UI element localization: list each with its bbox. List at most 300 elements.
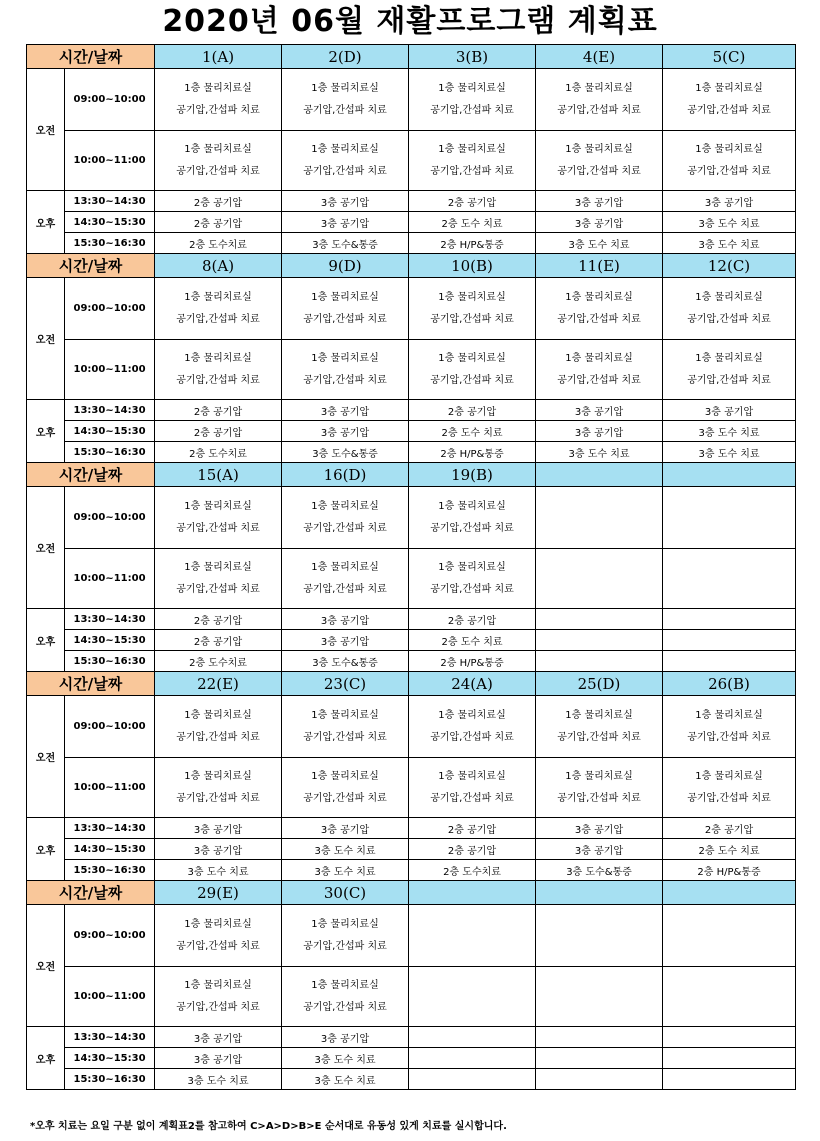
cell-line: 1층 물리치료실 [565,709,633,721]
cell-line: 1층 물리치료실 [695,291,763,303]
schedule-cell [155,549,282,609]
cell-line: 공기압,간섭파 치료 [430,792,514,804]
cell-line: 1층 물리치료실 [311,979,379,991]
time-slot: 14:30~15:30 [65,1048,155,1069]
cell-line: 1층 물리치료실 [184,291,252,303]
schedule-cell [536,549,663,609]
schedule-cell: 3층 도수 치료 [282,860,409,881]
cell-line: 1층 물리치료실 [565,352,633,364]
day-header: 11(E) [536,254,663,278]
schedule-cell [282,758,409,818]
schedule-cell [155,905,282,967]
schedule-cell: 2층 공기압 [155,400,282,421]
schedule-cell [155,278,282,340]
schedule-cell [155,967,282,1027]
day-header: 4(E) [536,45,663,69]
time-slot: 10:00~11:00 [65,340,155,400]
day-header [536,463,663,487]
schedule-cell: 2층 공기압 [155,421,282,442]
cell-line: 공기압,간섭파 치료 [687,313,771,325]
cell-line: 공기압,간섭파 치료 [176,522,260,534]
time-slot: 09:00~10:00 [65,696,155,758]
schedule-cell: 3층 도수 치료 [536,233,663,254]
cell-line: 1층 물리치료실 [565,143,633,155]
pm-row [27,1069,796,1090]
schedule-cell [536,278,663,340]
time-slot: 10:00~11:00 [65,967,155,1027]
schedule-cell: 2층 공기압 [409,839,536,860]
cell-line: 공기압,간섭파 치료 [176,104,260,116]
cell-line: 1층 물리치료실 [184,979,252,991]
schedule-cell [409,905,536,967]
time-slot: 15:30~16:30 [65,233,155,254]
time-slot: 15:30~16:30 [65,860,155,881]
schedule-cell [282,69,409,131]
schedule-cell [663,1069,796,1090]
time-slot: 09:00~10:00 [65,905,155,967]
schedule-cell: 2층 공기압 [155,609,282,630]
day-header [536,881,663,905]
schedule-cell: 2층 H/P&통증 [663,860,796,881]
period-am: 오전 [27,69,65,191]
cell-line: 공기압,간섭파 치료 [303,792,387,804]
cell-line: 1층 물리치료실 [311,709,379,721]
time-slot: 09:00~10:00 [65,278,155,340]
schedule-cell [663,967,796,1027]
schedule-cell [663,549,796,609]
cell-line: 공기압,간섭파 치료 [303,522,387,534]
cell-line: 1층 물리치료실 [695,352,763,364]
schedule-cell: 3층 공기압 [536,839,663,860]
cell-line: 공기압,간섭파 치료 [430,165,514,177]
time-slot: 09:00~10:00 [65,69,155,131]
schedule-cell [282,549,409,609]
time-slot: 13:30~14:30 [65,1027,155,1048]
time-slot: 13:30~14:30 [65,191,155,212]
cell-line: 1층 물리치료실 [184,82,252,94]
period-pm: 오후 [27,609,65,672]
schedule-cell [409,69,536,131]
cell-line: 공기압,간섭파 치료 [176,583,260,595]
cell-line: 1층 물리치료실 [184,709,252,721]
pm-row [27,400,796,421]
schedule-cell: 3층 공기압 [155,1048,282,1069]
schedule-cell [409,1069,536,1090]
schedule-cell: 3층 공기압 [536,191,663,212]
day-header: 25(D) [536,672,663,696]
schedule-cell: 3층 공기압 [536,818,663,839]
page-title: 2020년 06월 재활프로그램 계획표 [162,4,658,39]
cell-line: 1층 물리치료실 [311,561,379,573]
cell-line: 1층 물리치료실 [438,770,506,782]
schedule-cell: 2층 도수 치료 [409,421,536,442]
schedule-cell [536,1048,663,1069]
schedule-cell [536,69,663,131]
cell-line: 1층 물리치료실 [184,352,252,364]
cell-line: 1층 물리치료실 [438,291,506,303]
day-header: 1(A) [155,45,282,69]
schedule-cell [536,340,663,400]
cell-line: 공기압,간섭파 치료 [176,313,260,325]
pm-row [27,191,796,212]
schedule-cell: 3층 공기압 [282,818,409,839]
pm-row [27,609,796,630]
period-am: 오전 [27,696,65,818]
period-am: 오전 [27,905,65,1027]
cell-line: 공기압,간섭파 치료 [430,104,514,116]
schedule-cell: 3층 공기압 [536,421,663,442]
schedule-cell [282,340,409,400]
cell-line: 1층 물리치료실 [311,291,379,303]
schedule-cell: 3층 공기압 [536,400,663,421]
cell-line: 1층 물리치료실 [695,770,763,782]
day-header: 10(B) [409,254,536,278]
day-header: 22(E) [155,672,282,696]
schedule-cell [663,1048,796,1069]
am-row [27,696,796,758]
cell-line: 공기압,간섭파 치료 [303,1001,387,1013]
time-slot: 14:30~15:30 [65,839,155,860]
week-header-row [27,45,796,69]
footnote: *오후 치료는 요일 구분 없이 계획표2를 참고하여 C>A>D>B>E 순서대로 유동성 있게 치료를 실시합니다. [30,1121,507,1132]
schedule-cell [663,758,796,818]
cell-line: 공기압,간섭파 치료 [557,104,641,116]
day-header: 9(D) [282,254,409,278]
schedule-cell: 3층 도수 치료 [663,442,796,463]
cell-line: 1층 물리치료실 [184,918,252,930]
schedule-cell [409,278,536,340]
schedule-cell [155,696,282,758]
schedule-cell: 3층 도수 치료 [282,1069,409,1090]
schedule-cell: 2층 도수 치료 [409,212,536,233]
period-am: 오전 [27,278,65,400]
day-header: 29(E) [155,881,282,905]
cell-line: 공기압,간섭파 치료 [303,731,387,743]
schedule-cell [409,1027,536,1048]
cell-line: 1층 물리치료실 [438,561,506,573]
schedule-cell: 3층 도수 치료 [155,860,282,881]
schedule-cell [155,487,282,549]
cell-line: 1층 물리치료실 [184,143,252,155]
cell-line: 공기압,간섭파 치료 [430,522,514,534]
schedule-cell [409,696,536,758]
day-header [409,881,536,905]
cell-line: 1층 물리치료실 [184,500,252,512]
cell-line: 1층 물리치료실 [438,500,506,512]
schedule-cell [663,487,796,549]
period-pm: 오후 [27,818,65,881]
pm-row [27,651,796,672]
schedule-cell [663,340,796,400]
schedule-cell: 2층 공기압 [155,630,282,651]
schedule-cell [536,609,663,630]
day-header: 30(C) [282,881,409,905]
day-header: 26(B) [663,672,796,696]
cell-line: 공기압,간섭파 치료 [557,313,641,325]
period-pm: 오후 [27,1027,65,1090]
schedule-cell [663,278,796,340]
pm-row [27,818,796,839]
week-header-row [27,254,796,278]
cell-line: 1층 물리치료실 [311,500,379,512]
day-header: 2(D) [282,45,409,69]
schedule-cell [155,69,282,131]
pm-row [27,421,796,442]
am-row [27,131,796,191]
schedule-cell [409,967,536,1027]
schedule-cell: 2층 공기압 [409,609,536,630]
pm-row [27,839,796,860]
schedule-cell [409,758,536,818]
schedule-cell [409,131,536,191]
day-header: 16(D) [282,463,409,487]
schedule-cell [282,696,409,758]
schedule-cell: 3층 도수 치료 [536,442,663,463]
schedule-table [26,44,796,1090]
schedule-cell: 3층 도수 치료 [663,233,796,254]
cell-line: 공기압,간섭파 치료 [176,374,260,386]
am-row [27,487,796,549]
cell-line: 1층 물리치료실 [311,770,379,782]
time-slot: 09:00~10:00 [65,487,155,549]
schedule-cell [282,131,409,191]
schedule-cell: 2층 공기압 [409,400,536,421]
pm-row [27,212,796,233]
header-label: 시간/날짜 [27,254,155,278]
day-header: 12(C) [663,254,796,278]
time-slot: 10:00~11:00 [65,758,155,818]
schedule-cell: 2층 도수 치료 [663,839,796,860]
cell-line: 1층 물리치료실 [184,770,252,782]
cell-line: 공기압,간섭파 치료 [557,731,641,743]
am-row [27,549,796,609]
cell-line: 공기압,간섭파 치료 [303,583,387,595]
schedule-cell [409,487,536,549]
day-header: 19(B) [409,463,536,487]
schedule-cell [663,696,796,758]
pm-row [27,442,796,463]
pm-row [27,860,796,881]
am-row [27,278,796,340]
cell-line: 1층 물리치료실 [184,561,252,573]
schedule-cell: 3층 도수&통증 [536,860,663,881]
schedule-cell: 2층 도수치료 [155,651,282,672]
cell-line: 공기압,간섭파 치료 [430,313,514,325]
schedule-cell: 2층 공기압 [155,212,282,233]
cell-line: 공기압,간섭파 치료 [176,940,260,952]
schedule-cell: 2층 도수 치료 [409,630,536,651]
am-row [27,967,796,1027]
cell-line: 1층 물리치료실 [565,82,633,94]
schedule-cell: 3층 공기압 [282,400,409,421]
schedule-cell: 3층 도수&통증 [282,442,409,463]
schedule-cell: 3층 도수 치료 [155,1069,282,1090]
cell-line: 1층 물리치료실 [438,709,506,721]
schedule-cell: 2층 도수치료 [409,860,536,881]
cell-line: 공기압,간섭파 치료 [430,731,514,743]
am-row [27,340,796,400]
time-slot: 13:30~14:30 [65,609,155,630]
schedule-cell: 2층 공기압 [155,191,282,212]
period-am: 오전 [27,487,65,609]
schedule-cell [663,609,796,630]
cell-line: 공기압,간섭파 치료 [557,374,641,386]
time-slot: 10:00~11:00 [65,549,155,609]
day-header: 8(A) [155,254,282,278]
cell-line: 공기압,간섭파 치료 [176,165,260,177]
schedule-cell: 3층 공기압 [282,421,409,442]
header-label: 시간/날짜 [27,881,155,905]
schedule-cell: 3층 공기압 [282,212,409,233]
cell-line: 공기압,간섭파 치료 [687,792,771,804]
day-header: 3(B) [409,45,536,69]
day-header [663,463,796,487]
schedule-cell [536,651,663,672]
cell-line: 1층 물리치료실 [565,770,633,782]
header-label: 시간/날짜 [27,672,155,696]
cell-line: 1층 물리치료실 [695,143,763,155]
schedule-cell [536,1069,663,1090]
schedule-cell [282,278,409,340]
cell-line: 1층 물리치료실 [438,82,506,94]
schedule-cell: 3층 공기압 [155,1027,282,1048]
week-header-row [27,881,796,905]
am-row [27,905,796,967]
schedule-cell: 2층 H/P&통증 [409,651,536,672]
header-label: 시간/날짜 [27,45,155,69]
schedule-cell [282,487,409,549]
week-header-row [27,463,796,487]
cell-line: 1층 물리치료실 [311,143,379,155]
schedule-cell [536,487,663,549]
period-pm: 오후 [27,400,65,463]
schedule-cell: 3층 공기압 [155,839,282,860]
schedule-cell [536,1027,663,1048]
pm-row [27,1048,796,1069]
schedule-cell: 2층 공기압 [409,191,536,212]
schedule-cell: 3층 도수&통증 [282,233,409,254]
pm-row [27,1027,796,1048]
schedule-cell [282,967,409,1027]
cell-line: 공기압,간섭파 치료 [303,165,387,177]
day-header [663,881,796,905]
schedule-cell [663,905,796,967]
time-slot: 15:30~16:30 [65,442,155,463]
schedule-cell [536,630,663,651]
schedule-cell [409,1048,536,1069]
schedule-cell: 3층 공기압 [282,630,409,651]
schedule-cell: 3층 도수 치료 [663,421,796,442]
cell-line: 공기압,간섭파 치료 [687,165,771,177]
cell-line: 1층 물리치료실 [311,352,379,364]
time-slot: 14:30~15:30 [65,630,155,651]
schedule-cell [663,630,796,651]
time-slot: 14:30~15:30 [65,421,155,442]
day-header: 15(A) [155,463,282,487]
cell-line: 1층 물리치료실 [311,82,379,94]
cell-line: 공기압,간섭파 치료 [687,104,771,116]
cell-line: 공기압,간섭파 치료 [557,792,641,804]
time-slot: 13:30~14:30 [65,400,155,421]
pm-row [27,630,796,651]
schedule-cell: 3층 공기압 [282,609,409,630]
schedule-cell: 2층 H/P&통증 [409,233,536,254]
cell-line: 1층 물리치료실 [438,352,506,364]
cell-line: 공기압,간섭파 치료 [303,374,387,386]
schedule-cell: 2층 도수치료 [155,233,282,254]
schedule-cell [155,340,282,400]
cell-line: 공기압,간섭파 치료 [303,313,387,325]
schedule-cell [663,69,796,131]
cell-line: 공기압,간섭파 치료 [687,731,771,743]
cell-line: 공기압,간섭파 치료 [687,374,771,386]
header-label: 시간/날짜 [27,463,155,487]
pm-row [27,233,796,254]
time-slot: 15:30~16:30 [65,651,155,672]
schedule-cell: 2층 H/P&통증 [409,442,536,463]
cell-line: 1층 물리치료실 [695,709,763,721]
cell-line: 공기압,간섭파 치료 [176,731,260,743]
cell-line: 공기압,간섭파 치료 [430,374,514,386]
schedule-cell: 3층 공기압 [282,191,409,212]
schedule-cell [536,131,663,191]
period-pm: 오후 [27,191,65,254]
am-row [27,69,796,131]
schedule-cell: 3층 공기압 [663,191,796,212]
schedule-cell [536,696,663,758]
cell-line: 공기압,간섭파 치료 [176,1001,260,1013]
cell-line: 1층 물리치료실 [311,918,379,930]
week-header-row [27,672,796,696]
schedule-cell: 3층 도수&통증 [282,651,409,672]
schedule-cell: 3층 공기압 [282,1027,409,1048]
day-header: 23(C) [282,672,409,696]
time-slot: 13:30~14:30 [65,818,155,839]
schedule-cell [155,131,282,191]
day-header: 5(C) [663,45,796,69]
schedule-cell: 3층 공기압 [155,818,282,839]
schedule-cell: 2층 공기압 [409,818,536,839]
schedule-cell [536,758,663,818]
schedule-cell: 3층 도수 치료 [663,212,796,233]
schedule-cell: 2층 공기압 [663,818,796,839]
cell-line: 공기압,간섭파 치료 [303,104,387,116]
schedule-cell [663,651,796,672]
schedule-cell [155,758,282,818]
schedule-cell: 3층 공기압 [663,400,796,421]
schedule-cell: 3층 공기압 [536,212,663,233]
cell-line: 1층 물리치료실 [565,291,633,303]
schedule-cell [536,967,663,1027]
schedule-cell [663,131,796,191]
cell-line: 공기압,간섭파 치료 [176,792,260,804]
day-header: 24(A) [409,672,536,696]
schedule-cell: 3층 도수 치료 [282,839,409,860]
schedule-cell [282,905,409,967]
schedule-cell: 2층 도수치료 [155,442,282,463]
cell-line: 1층 물리치료실 [695,82,763,94]
time-slot: 10:00~11:00 [65,131,155,191]
schedule-cell: 3층 도수 치료 [282,1048,409,1069]
schedule-cell [409,549,536,609]
time-slot: 14:30~15:30 [65,212,155,233]
cell-line: 공기압,간섭파 치료 [430,583,514,595]
cell-line: 공기압,간섭파 치료 [303,940,387,952]
cell-line: 공기압,간섭파 치료 [557,165,641,177]
schedule-cell [536,905,663,967]
cell-line: 1층 물리치료실 [438,143,506,155]
schedule-cell [663,1027,796,1048]
